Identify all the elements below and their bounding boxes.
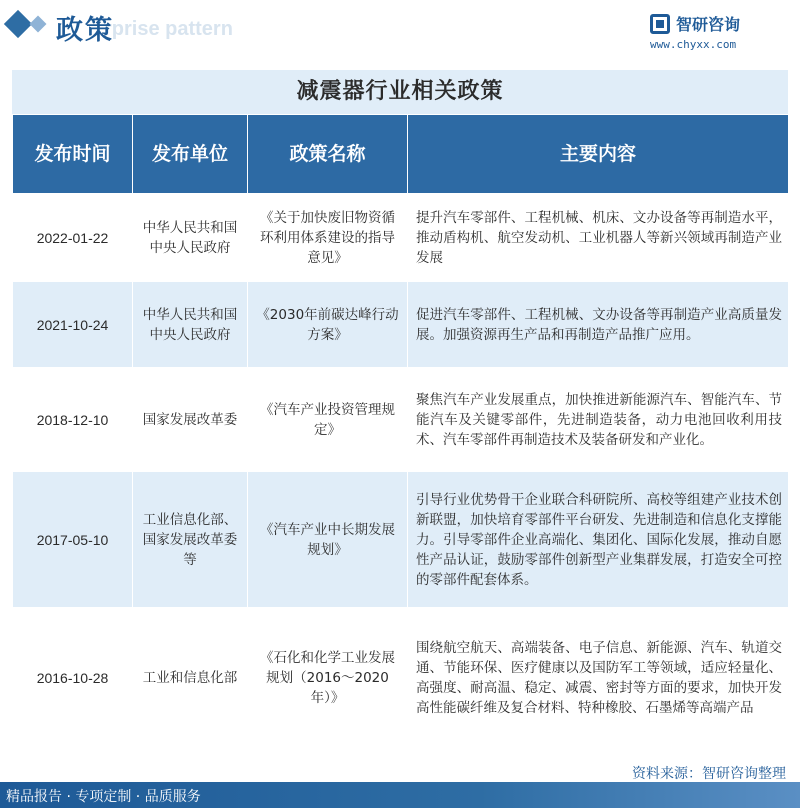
column-header-content: 主要内容 xyxy=(408,115,789,194)
logo-url: www.chyxx.com xyxy=(650,38,737,51)
row-policy: 《汽车产业中长期发展规划》 xyxy=(248,472,408,608)
diamond-small-icon xyxy=(30,16,47,33)
table-row xyxy=(13,472,789,608)
row-content: 围绕航空航天、高端装备、电子信息、新能源、汽车、轨道交通、节能环保、医疗健康以及国防军工等领域，适应轻量化、高强度、耐高温、稳定、减震、密封等方面的要求，加快开发高性能碳纤维及复合材料、特种橡胶、石墨烯等高端产品 xyxy=(408,608,789,748)
source-note: 资料来源：智研咨询整理 xyxy=(632,766,786,782)
row-date: 2016-10-28 xyxy=(13,608,133,748)
footer-bar xyxy=(0,782,800,808)
column-header-policy: 政策名称 xyxy=(248,115,408,194)
policy-table xyxy=(12,114,789,748)
row-date: 2018-12-10 xyxy=(13,368,133,472)
logo-icon xyxy=(650,14,670,34)
row-date: 2021-10-24 xyxy=(13,282,133,368)
row-issuer: 工业和信息化部 xyxy=(133,608,248,748)
header-watermark: rprise pattern xyxy=(104,18,233,40)
row-issuer: 工业信息化部、国家发展改革委等 xyxy=(133,472,248,608)
table-title: 减震器行业相关政策 xyxy=(12,70,788,114)
table-header-row xyxy=(13,115,789,194)
page-header xyxy=(0,0,800,60)
row-policy: 《汽车产业投资管理规定》 xyxy=(248,368,408,472)
footer-tagline: 精品报告 · 专项定制 · 品质服务 xyxy=(6,789,201,805)
diamond-icon xyxy=(4,10,32,38)
row-date: 2022-01-22 xyxy=(13,194,133,282)
column-header-issuer: 发布单位 xyxy=(133,115,248,194)
table-row xyxy=(13,282,789,368)
table-row xyxy=(13,368,789,472)
row-content: 提升汽车零部件、工程机械、机床、文办设备等再制造水平，推动盾构机、航空发动机、工业机器人等新兴领域再制造产业发展 xyxy=(408,194,789,282)
row-policy: 《石化和化学工业发展规划（2016～2020年）》 xyxy=(248,608,408,748)
brand-logo[interactable] xyxy=(650,12,770,54)
logo-name: 智研咨询 xyxy=(676,15,741,34)
row-issuer: 中华人民共和国中央人民政府 xyxy=(133,194,248,282)
row-content: 引导行业优势骨干企业联合科研院所、高校等组建产业技术创新联盟，加快培育零部件平台研发、先进制造和信息化支撑能力。引导零部件企业高端化、集团化、国际化发展，推动自愿性产品认证，鼓励零部件创新型产业集群发展，打造安全可控的零部件配套体系。 xyxy=(408,472,789,608)
row-issuer: 中华人民共和国中央人民政府 xyxy=(133,282,248,368)
row-policy: 《2030年前碳达峰行动方案》 xyxy=(248,282,408,368)
row-issuer: 国家发展改革委 xyxy=(133,368,248,472)
section-title: 政策 xyxy=(56,15,114,46)
row-content: 促进汽车零部件、工程机械、文办设备等再制造产业高质量发展。加强资源再生产品和再制造产品推广应用。 xyxy=(408,282,789,368)
row-content: 聚焦汽车产业发展重点，加快推进新能源汽车、智能汽车、节能汽车及关键零部件，先进制造装备，动力电池回收利用技术、汽车零部件再制造技术及装备研发和产业化。 xyxy=(408,368,789,472)
row-policy: 《关于加快废旧物资循环利用体系建设的指导意见》 xyxy=(248,194,408,282)
column-header-date: 发布时间 xyxy=(13,115,133,194)
row-date: 2017-05-10 xyxy=(13,472,133,608)
table-row xyxy=(13,608,789,748)
table-row xyxy=(13,194,789,282)
